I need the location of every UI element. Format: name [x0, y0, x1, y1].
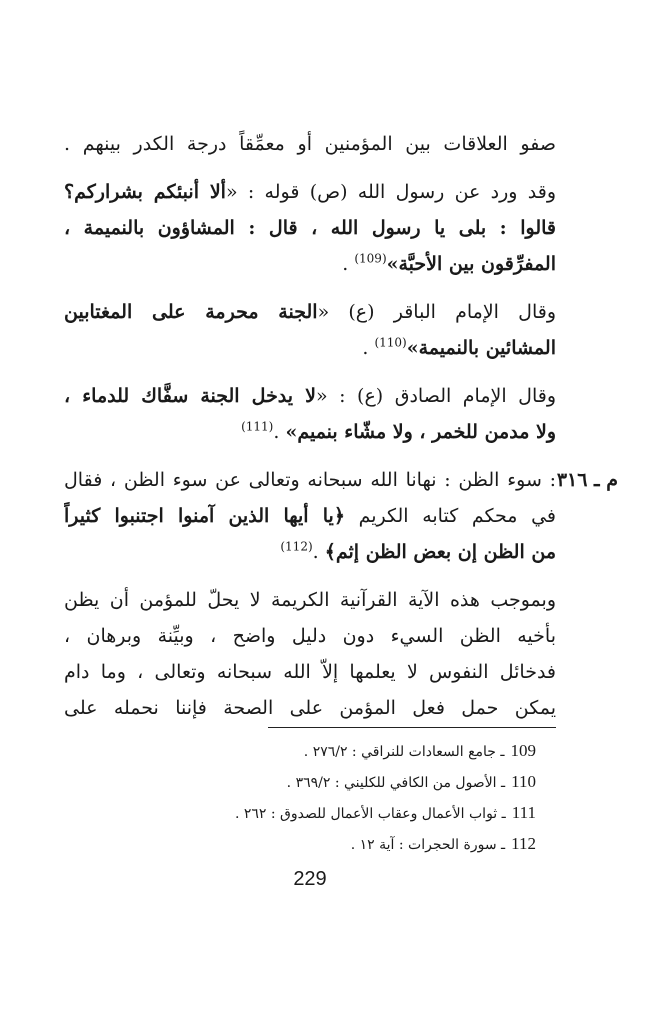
footnote-ref: (110) — [374, 335, 407, 350]
hadith-quote: لا يدخل الجنة سفَّاك للدماء ، — [64, 385, 316, 407]
section-heading-line: م ـ ٣١٦ : سوء الظن : نهانا الله سبحانه وتعالى عن سوء الظن ، فقال — [64, 462, 556, 498]
footnote: 109ـ جامع السعادات للنراقي : ٢٧٦/٢ . — [303, 741, 536, 760]
footnote-ref: (111) — [241, 419, 274, 434]
text-line: المشائين بالنميمة»$^{(110)}$ . — [362, 335, 556, 359]
footnote-ref: (109) — [354, 251, 387, 266]
footnote: 110ـ الأصول من الكافي للكليني : ٣٦٩/٢ . — [286, 772, 536, 791]
hadith-quote: قالوا : بلى يا رسول الله ، قال : المشاؤون بالنميمة ، — [64, 217, 556, 239]
quran-verse: من الظن إن بعض الظن إثم﴾ — [324, 541, 556, 563]
text-line: ولا مدمن للخمر ، ولا مشّاء بنميم» .$^{(111)}$ — [241, 419, 556, 443]
footnote-ref: (112) — [280, 539, 313, 554]
text-line: وبموجب هذه الآية القرآنية الكريمة لا يحلّ للمؤمن أن يظن — [64, 589, 556, 611]
text-line: بأخيه الظن السيء دون دليل واضح ، وبيِّنة وبرهان ، — [64, 625, 556, 647]
text-line: وقال الإمام الباقر (ع) «الجنة محرمة على المغتابين — [64, 301, 556, 323]
text-line: من الظن إن بعض الظن إثم﴾ .$^{(112)}$ — [280, 539, 556, 563]
text-line: المفرِّقون بين الأحبَّة»$^{(109)}$ . — [342, 251, 556, 275]
text-line: فدخائل النفوس لا يعلمها إلاّ الله سبحانه وتعالى ، وما دام — [64, 661, 556, 683]
text-line: في محكم كتابه الكريم ﴿يا أيها الذين آمنوا اجتنبوا كثيراً — [64, 505, 556, 527]
quran-verse: ﴿يا أيها الذين آمنوا اجتنبوا كثيراً — [64, 505, 345, 527]
footnote: 111ـ ثواب الأعمال وعقاب الأعمال للصدوق : ٢٦٢ . — [234, 803, 536, 822]
text-line: وقد ورد عن رسول الله (ص) قوله : «ألا أنبئكم بشراركم؟ — [64, 181, 556, 203]
hadith-quote: ألا أنبئكم بشراركم؟ — [64, 181, 226, 203]
footnote: 112ـ سورة الحجرات : آية ١٢ . — [350, 834, 536, 853]
main-text — [64, 126, 618, 726]
text-line: وقال الإمام الصادق (ع) : «لا يدخل الجنة سفَّاك للدماء ، — [64, 385, 556, 407]
footnote-divider — [268, 727, 556, 728]
hadith-quote: الجنة محرمة على المغتابين — [64, 301, 318, 323]
text-line: يمكن حمل فعل المؤمن على الصحة فإننا نحمله على — [64, 697, 556, 719]
page-number: 229 — [293, 868, 327, 890]
section-number: م ـ ٣١٦ — [556, 469, 618, 491]
footnotes — [116, 735, 536, 859]
text-line: صفو العلاقات بين المؤمنين أو معمِّقاً درجة الكدر بينهم . — [64, 133, 556, 155]
